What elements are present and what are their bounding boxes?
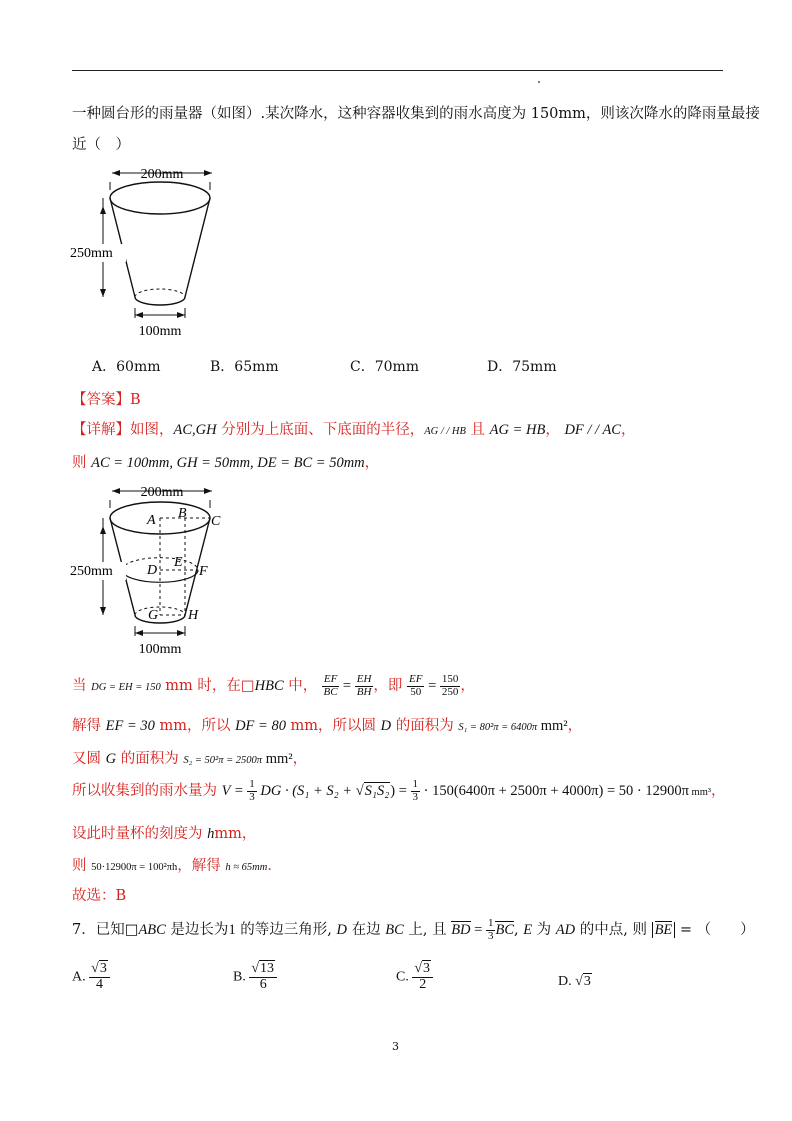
detail-line6: 所以收集到的雨水量为 V = $\frac{1}{3}$ DG · (S₁ + S₂ + √S₁S₂) = $\frac{1}{3}$ · 150(6400π + 2500π + 4000π) = 50 · 12900π mm³， (72, 778, 726, 803)
point-label-f: F (199, 564, 208, 579)
choice7-d: D. √3 (558, 974, 591, 989)
detail-conclusion: 故选：B (72, 888, 127, 904)
bottom-dimension-label: 100mm (138, 324, 182, 339)
choice7-b: B. $\frac{√13}{6}$ (233, 962, 277, 992)
detail-line2: 则 AC = 100mm, GH = 50mm, DE = BC = 50mm， (72, 455, 380, 471)
header-dot (538, 81, 540, 83)
answer-line: 【答案】B (72, 392, 141, 408)
figure-rain-gauge (60, 160, 260, 345)
choice6-b: B．65mm (210, 359, 279, 375)
height-dimension-label-2: 250mm (70, 564, 113, 579)
top-dimension-label-2: 200mm (140, 485, 184, 500)
detail-line7: 设此时量杯的刻度为 hmm， (72, 826, 257, 842)
page-number: 3 (392, 1040, 399, 1053)
problem7-stem: 7．已知□ABC 是边长为1 的等边三角形, D 在边 BC 上, 且 BD = $\frac{1}{3}$ BC, E 为 AD 的中点, 则 BE = （ ） (72, 917, 755, 942)
point-label-h: H (188, 608, 199, 623)
detail-line5: 又圆 G 的面积为 S₂ = 50²π = 2500π mm²， (72, 751, 308, 767)
bottom-dimension-label-2: 100mm (138, 642, 182, 657)
choice7-a: A. $\frac{√3}{4}$ (72, 962, 110, 992)
problem6-line2: 近（ ） (72, 137, 130, 153)
detail-line4: 解得 EF = 30 mm，所以 DF = 80 mm，所以圆 D 的面积为 S₁ = 80²π = 6400π mm²， (72, 718, 583, 734)
header-rule (72, 70, 723, 71)
point-label-g: G (148, 608, 159, 623)
point-label-c: C (211, 514, 221, 529)
height-dimension-label: 250mm (70, 246, 113, 261)
top-dimension-label: 200mm (140, 167, 184, 182)
point-label-a: A (147, 513, 156, 528)
point-label-d: D (147, 563, 158, 578)
point-label-e: E (174, 555, 183, 570)
detail-line1: 【详解】如图，AC,GH 分别为上底面、下底面的半径，AG / / HB 且 AG = HB， DF / / AC， (72, 422, 636, 438)
choice6-a: A．60mm (92, 359, 161, 375)
choice7-c: C. $\frac{√3}{2}$ (396, 962, 433, 992)
choice6-d: D．75mm (487, 359, 557, 375)
detail-line8: 则 50·12900π = 100²πh，解得 h ≈ 65mm． (72, 858, 282, 874)
point-label-b: B (178, 506, 187, 521)
figure-rain-gauge-labeled (60, 478, 260, 663)
problem6-line1: 一种圆台形的雨量器（如图）.某次降水，这种容器收集到的雨水高度为 150mm，则该次降水的降雨量最接 (72, 106, 760, 122)
detail-line3: 当 DG = EH = 150 mm 时，在□HBC 中， $\frac{EF}{BC}$ = $\frac{EH}{BH}$ ，即 $\frac{EF}{50}$ = $\frac{150}{250}$ ， (72, 673, 475, 698)
choice6-c: C．70mm (350, 359, 420, 375)
